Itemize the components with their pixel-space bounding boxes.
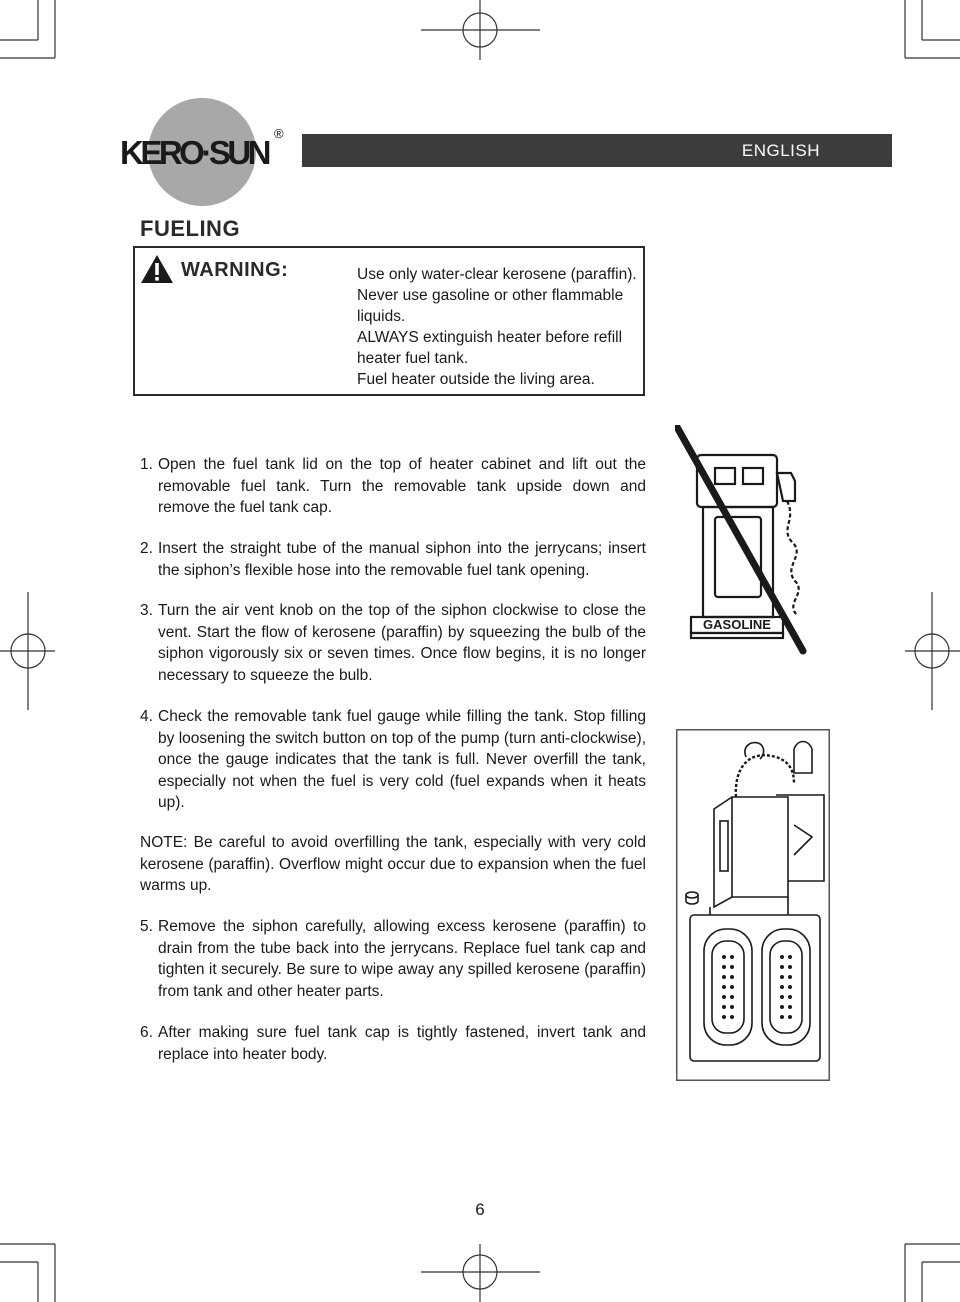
step-number: 2. [140, 540, 153, 557]
step-number: 5. [140, 918, 153, 935]
step-text: Open the fuel tank lid on the top of heater cabinet and lift out the removable fuel tank. Turn the removable tank upside down and remove the fuel tank cap. [158, 456, 646, 516]
registered-mark: ® [274, 126, 284, 141]
language-bar [302, 134, 892, 167]
warning-text [357, 264, 642, 390]
logo-text: KERO·SUN [120, 134, 270, 171]
step-number: 6. [140, 1024, 153, 1041]
step-number: 3. [140, 602, 153, 619]
warning-line: Use only water-clear kerosene (paraffin). [357, 266, 637, 283]
siphon-refuel-illustration [676, 729, 830, 1081]
step-number: 4. [140, 708, 153, 725]
section-title: FUELING [140, 216, 241, 241]
warning-line: liquids. [357, 308, 406, 325]
step-3 [140, 600, 646, 686]
step-1 [140, 454, 646, 519]
warning-label: WARNING: [181, 259, 289, 281]
warning-line: Never use gasoline or other flammable [357, 287, 624, 304]
step-5 [140, 916, 646, 1002]
step-4 [140, 706, 646, 814]
gasoline-pump-prohibited-illustration [675, 425, 835, 655]
warning-triangle-icon [140, 254, 174, 284]
page-number: 6 [475, 1200, 485, 1219]
warning-line: Fuel heater outside the living area. [357, 371, 595, 388]
note-paragraph: NOTE: Be careful to avoid overfilling the tank, especially with very cold kerosene (paraffin). Overflow might occur due to expansion when the fuel warms up. [140, 834, 646, 894]
step-6 [140, 1022, 646, 1065]
warning-line: ALWAYS extinguish heater before refill [357, 329, 623, 346]
step-text: Check the removable tank fuel gauge while filling the tank. Stop filling by loosening the switch button on top of the pump (turn anti-clockwise), once the gauge indicates that the tank is full. Never overfill the tank, especially not when the fuel is very cold (fuel expands when it heats up). [158, 708, 646, 811]
step-2 [140, 538, 646, 581]
language-label: ENGLISH [741, 140, 820, 160]
step-number: 1. [140, 456, 153, 473]
step-text: Insert the straight tube of the manual siphon into the jerrycans; insert the siphon’s flexible hose into the removable fuel tank opening. [158, 540, 646, 579]
kero-sun-logo [118, 98, 298, 208]
step-text: Remove the siphon carefully, allowing excess kerosene (paraffin) to drain from the tube back into the jerrycans. Replace fuel tank cap and tighten it securely. Be sure to wipe away any spilled kerosene (paraffin) from tank and other heater parts. [158, 918, 646, 1000]
step-text: Turn the air vent knob on the top of the siphon clockwise to close the vent. Start the flow of kerosene (paraffin) by squeezing the bulb of the siphon vigorously six or seven times. Once flow begins, it is no longer necessary to squeeze the bulb. [158, 602, 646, 684]
step-text: After making sure fuel tank cap is tightly fastened, invert tank and replace into heater body. [158, 1024, 646, 1063]
pump-label: GASOLINE [703, 617, 771, 632]
warning-line: heater fuel tank. [357, 350, 469, 367]
